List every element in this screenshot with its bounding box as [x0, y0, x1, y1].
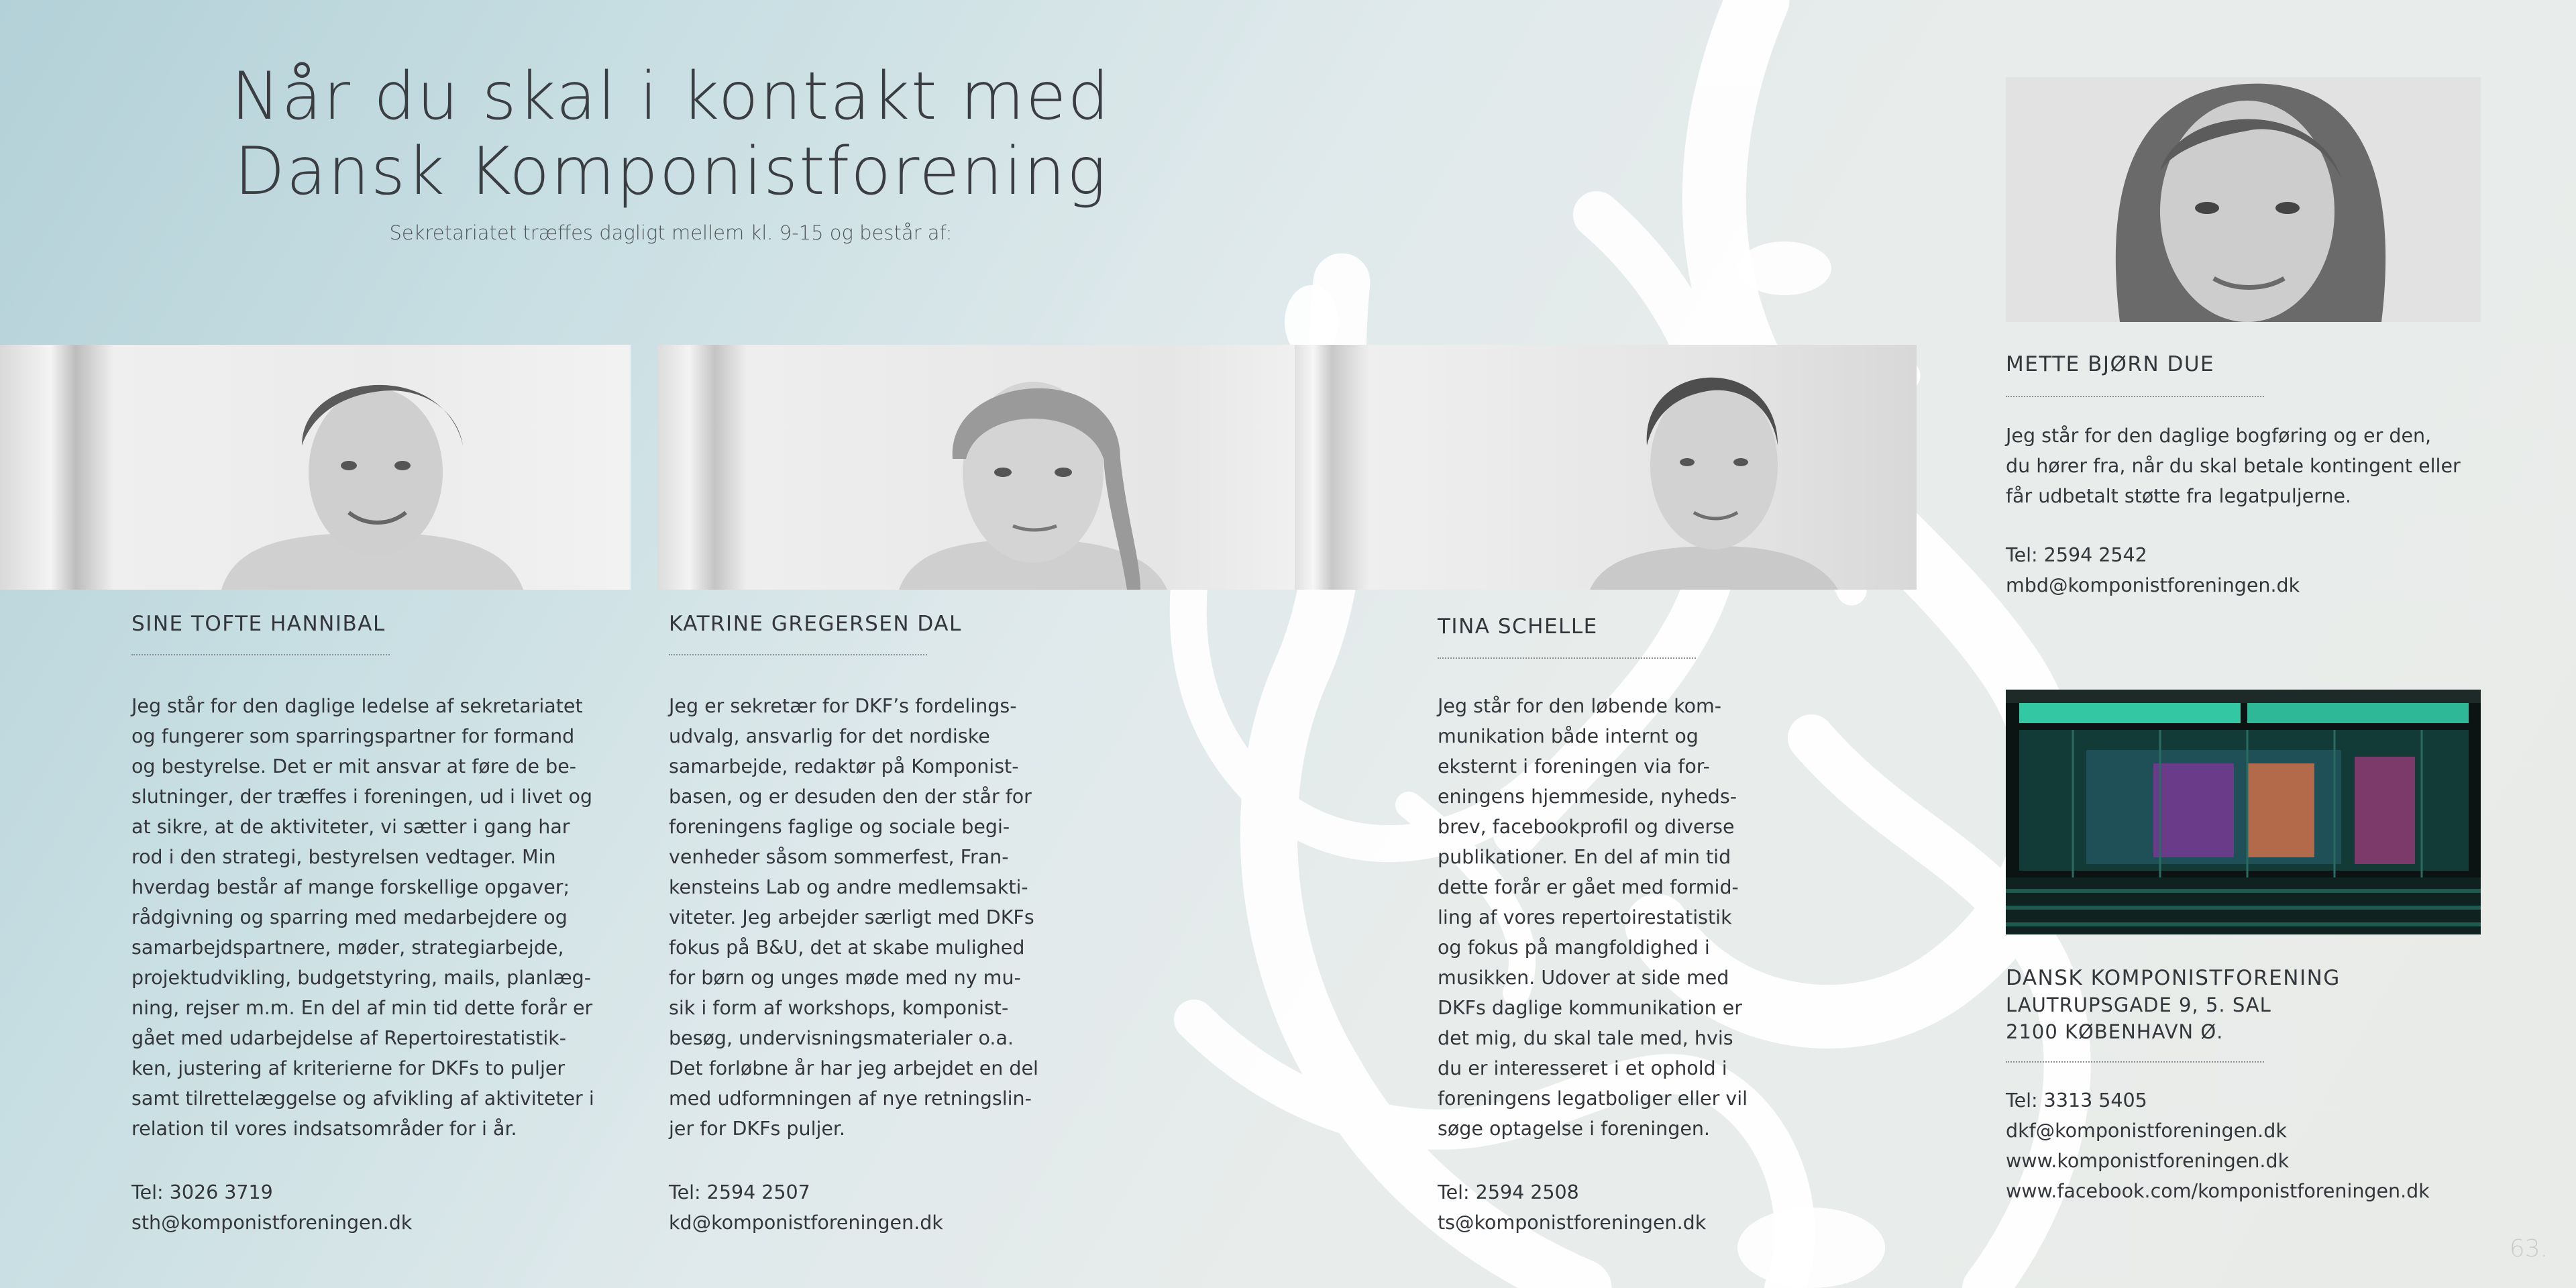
staff-phone-sine: Tel: 3026 3719	[131, 1181, 273, 1203]
staff-name-sine: SINE TOFTE HANNIBAL	[131, 612, 386, 636]
divider	[1438, 657, 1696, 659]
staff-email-mette[interactable]: mbd@komponistforeningen.dk	[2006, 574, 2300, 596]
organization-name: DANSK KOMPONISTFORENING	[2006, 966, 2341, 990]
organization-address-line-2: 2100 KØBENHAVN Ø.	[2006, 1020, 2224, 1043]
divider	[2006, 1061, 2264, 1063]
portrait-photo-mette	[2006, 77, 2481, 322]
staff-email-sine[interactable]: sth@komponistforeningen.dk	[131, 1212, 413, 1234]
staff-name-tina: TINA SCHELLE	[1438, 614, 1598, 639]
building-entrance-photo	[2006, 690, 2481, 934]
page-title	[195, 59, 1147, 209]
organization-facebook-link[interactable]: www.facebook.com/komponistforeningen.dk	[2006, 1180, 2430, 1202]
staff-name-katrine: KATRINE GREGERSEN DAL	[669, 612, 962, 636]
staff-phone-katrine: Tel: 2594 2507	[669, 1181, 810, 1203]
page-title-line-2: Dansk Komponistforening	[234, 133, 1108, 210]
organization-email[interactable]: dkf@komponistforeningen.dk	[2006, 1120, 2287, 1142]
page-title-line-1: Når du skal i kontakt med	[231, 58, 1111, 135]
organization-website-link[interactable]: www.komponistforeningen.dk	[2006, 1150, 2290, 1172]
organization-phone: Tel: 3313 5405	[2006, 1089, 2147, 1112]
staff-phone-mette: Tel: 2594 2542	[2006, 544, 2147, 566]
divider	[131, 654, 390, 655]
staff-bio-katrine: Jeg er sekretær for DKF’s fordelings- udvalg, ansvarlig for det nordiske samarbejde, redaktør på Komponist- basen, og er desuden den der står for foreningens faglige og sociale begi- venheder såsom sommerfest, Fran- kensteins Lab og andre medlemsakti- viteter. Jeg arbejder særligt med DKFs fokus på B&U, det at skabe mulighed for børn og unges møde med ny mu- sik i form af workshops, komponist- besøg, undervisningsmaterialer o.a. Det forløbne år har jeg arbejdet en del med udformningen af nye retningslin- jer for DKFs puljer.	[669, 695, 1038, 1140]
portrait-photo-katrine	[657, 345, 1295, 590]
staff-name-mette: METTE BJØRN DUE	[2006, 352, 2215, 376]
page-subtitle: Sekretariatet træffes dagligt mellem kl. 9-15 og består af:	[389, 221, 953, 244]
staff-email-katrine[interactable]: kd@komponistforeningen.dk	[669, 1212, 943, 1234]
staff-bio-tina: Jeg står for den løbende kom- munikation både internt og eksternt i foreningen via for- eningens hjemmeside, nyheds- brev, facebookprofil og diverse publikationer. En del af min tid dette forår er gået med formid- ling af vores repertoirestatistik og fokus på mangfoldighed i musikken. Udover at side med DKFs daglige kommunikation er det mig, du skal tale med, hvis du er interesseret i et ophold i foreningens legatboliger eller vil søge optagelse i foreningen.	[1438, 695, 1748, 1140]
portrait-photo-sine	[0, 345, 631, 590]
divider	[2006, 396, 2264, 397]
staff-email-tina[interactable]: ts@komponistforeningen.dk	[1438, 1212, 1707, 1234]
divider	[669, 654, 927, 655]
staff-bio-mette: Jeg står for den daglige bogføring og er den, du hører fra, når du skal betale kontingent eller får udbetalt støtte fra legatpuljerne.	[2006, 425, 2461, 507]
staff-bio-sine: Jeg står for den daglige ledelse af sekretariatet og fungerer som sparringspartner for formand og bestyrelse. Det er mit ansvar at føre de be- slutninger, der træffes i foreningen, ud i livet og at sikre, at de aktiviteter, vi sætter i gang har rod i den strategi, bestyrelsen vedtager. Min hverdag består af mange forskellige opgaver; rådgivning og sparring med medarbejdere og samarbejdspartnere, møder, strategiarbejde, projektudvikling, budgetstyring, mails, planlæg- ning, rejser m.m. En del af min tid dette forår er gået med udarbejdelse af Repertoirestatistik- ken, justering af kriterierne for DKFs to puljer samt tilrettelæggelse og afvikling af aktiviteter i relation til vores indsatsområder for i år.	[131, 695, 594, 1140]
organization-address-line-1: LAUTRUPSGADE 9, 5. SAL	[2006, 994, 2271, 1016]
staff-phone-tina: Tel: 2594 2508	[1438, 1181, 1579, 1203]
portrait-photo-tina	[1295, 345, 1917, 590]
page-number: 63.	[2509, 1235, 2548, 1263]
